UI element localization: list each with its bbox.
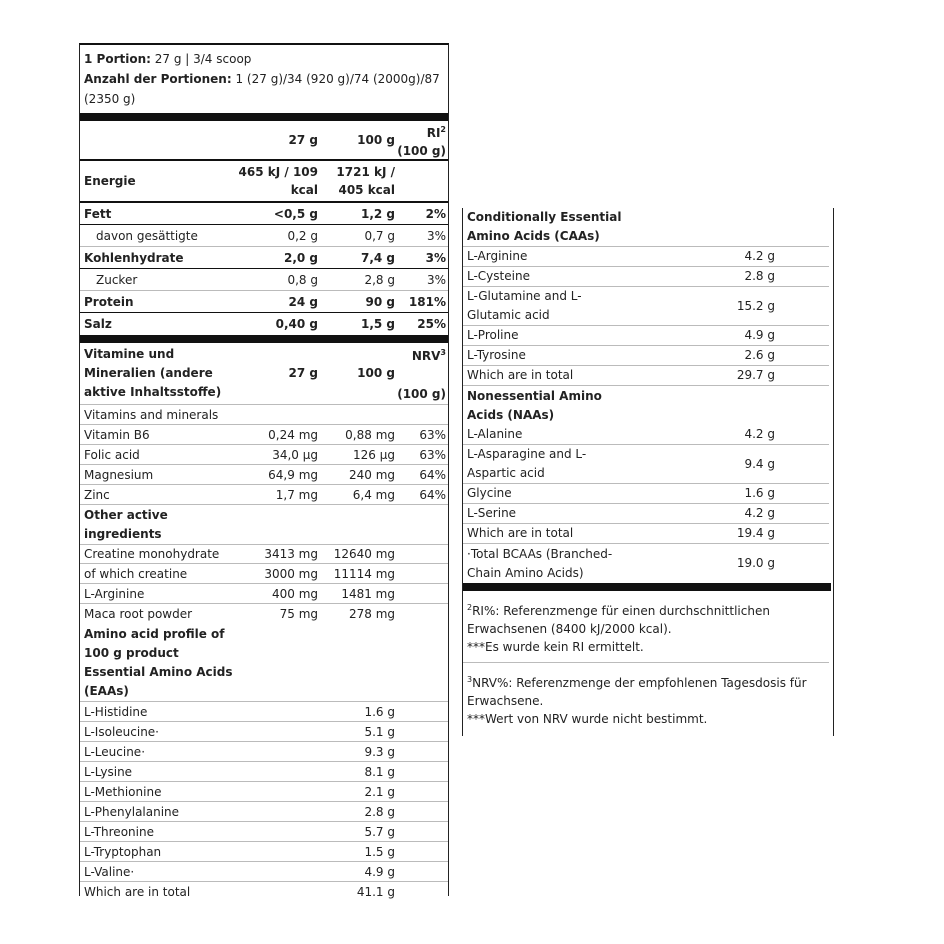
header-row-2	[80, 343, 448, 405]
caa-row-label-line1: L-Tyrosine	[467, 348, 526, 362]
eaa-label: L-Leucine·	[84, 744, 146, 759]
vitamin-27g: 0,24 mg	[268, 427, 318, 442]
nutrient-row	[80, 203, 448, 225]
eaa-value: 2.1 g	[364, 784, 395, 799]
eaa-label: L-Phenylalanine	[84, 804, 180, 819]
naa-row-label-line1: L-Serine	[467, 506, 517, 520]
portion-label: 1 Portion:	[84, 52, 151, 66]
vitamin-100g: 0,88 mg	[345, 427, 395, 442]
other-27g: 3413 mg	[264, 547, 318, 561]
other-row	[80, 584, 448, 604]
naa-row-label-line1: L-Alanine	[467, 427, 523, 441]
vitamin-label: Vitamin B6	[84, 427, 150, 442]
other-100g: 11114 mg	[333, 566, 395, 581]
naa-row	[463, 504, 829, 524]
eaa-value: 4.9 g	[364, 864, 395, 879]
energie-label: Energie	[84, 174, 136, 188]
naa-row	[463, 445, 829, 484]
naa-rows	[463, 425, 833, 583]
portion-value: 27 g | 3/4 scoop	[154, 52, 252, 66]
other-label: of which creatine	[84, 566, 188, 581]
vitamins-title: Vitamins and minerals	[84, 407, 219, 422]
caa-row-label	[467, 326, 697, 345]
col2-100g: 100 g	[357, 366, 395, 380]
naa-row	[463, 425, 829, 445]
naa-row-label	[467, 524, 697, 543]
naa-row	[463, 544, 829, 583]
naa-row-label-line2: Chain Amino Acids)	[467, 565, 584, 580]
col2-27g: 27 g	[288, 366, 318, 380]
naa-row-label-line2: Aspartic acid	[467, 466, 545, 480]
nutrient-ri: 3%	[426, 228, 446, 243]
eaa-row	[80, 702, 448, 722]
nutrient-27g: 0,8 g	[287, 272, 318, 287]
nutrient-ri: 3%	[425, 250, 446, 265]
footnote-nrv: $^3$NRV%: Referenzmenge der empfohlenen Tagesdosis für Erwachsene. ***Wert von NRV wurde nicht bestimmt.	[467, 675, 807, 726]
nutrient-label: davon gesättigte	[96, 228, 198, 243]
caa-row-label-line1: L-Cysteine	[467, 269, 530, 283]
eaa-value: 1.5 g	[364, 844, 395, 859]
vitamin-label: Zinc	[84, 487, 110, 502]
energie-row	[80, 161, 448, 203]
other-27g: 3000 mg	[264, 566, 318, 581]
nutrition-table-left	[79, 43, 449, 899]
vitamin-row	[80, 445, 448, 465]
naa-row-value: 9.4 g	[744, 456, 775, 471]
other-row	[80, 564, 448, 584]
nutrient-row	[80, 269, 448, 291]
caa-title: Conditionally Essential Amino Acids (CAAs)	[467, 210, 622, 243]
nutrient-100g: 1,2 g	[360, 206, 395, 221]
nutrient-label: Zucker	[96, 272, 138, 287]
naa-row	[463, 524, 829, 544]
nutrient-label: Fett	[84, 206, 112, 221]
nutrient-ri: 181%	[408, 294, 446, 309]
caa-row-label-line2: Glutamic acid	[467, 308, 550, 322]
naa-row-value: 1.6 g	[744, 486, 775, 500]
amino-table-right	[462, 208, 834, 736]
vitamin-100g: 6,4 mg	[352, 487, 395, 502]
nutrient-label: Kohlenhydrate	[84, 250, 184, 265]
nutrient-100g: 7,4 g	[360, 250, 395, 265]
caa-row-label	[467, 267, 697, 286]
other-row	[80, 604, 448, 624]
other-label: Creatine monohydrate	[84, 547, 220, 561]
caa-row-value: 4.2 g	[744, 249, 775, 263]
naa-row-label-line1: Glycine	[467, 486, 512, 500]
black-bar	[463, 583, 831, 591]
caa-rows	[463, 247, 833, 386]
naa-row	[463, 484, 829, 504]
col-ri: $RI^2$ (100 g)	[397, 124, 446, 158]
vitamin-label: Folic acid	[84, 447, 140, 462]
other-rows	[80, 544, 448, 624]
eaa-row	[80, 822, 448, 842]
vitamin-27g: 34,0 µg	[272, 447, 318, 462]
naa-row-label-line1: Which are in total	[467, 526, 574, 540]
nutrient-rows	[80, 203, 448, 343]
other-row	[80, 544, 448, 564]
vitamin-label: Magnesium	[84, 467, 154, 482]
vitamins-heading: Vitamine und Mineralien (andere aktive Inhaltsstoffe)	[84, 347, 222, 399]
other-27g: 75 mg	[279, 607, 318, 621]
caa-row-label	[467, 366, 697, 385]
caa-row-value: 4.9 g	[744, 328, 775, 342]
vitamin-row	[80, 465, 448, 485]
eaa-label: L-Tryptophan	[84, 844, 162, 859]
vitamin-27g: 64,9 mg	[268, 467, 318, 482]
col-100g: 100 g	[357, 133, 395, 147]
eaa-row	[80, 882, 448, 902]
eaa-value: 1.6 g	[364, 704, 395, 719]
col-27g: 27 g	[288, 133, 318, 147]
vitamin-rows	[80, 425, 448, 505]
header-row-1	[80, 121, 448, 161]
nutrient-27g: 24 g	[288, 294, 318, 309]
eaa-value: 2.8 g	[364, 804, 395, 819]
naa-row-value: 19.0 g	[736, 556, 775, 570]
nutrient-27g: 0,40 g	[275, 317, 318, 331]
eaa-label: L-Histidine	[84, 704, 148, 719]
caa-row	[463, 287, 829, 326]
nutrient-ri: 25%	[417, 317, 446, 331]
vitamin-nrv: 63%	[419, 427, 446, 442]
naa-row-value: 19.4 g	[736, 526, 775, 540]
servings-label: Anzahl der Portionen:	[84, 72, 232, 86]
vitamin-row	[80, 425, 448, 445]
eaa-value: 5.1 g	[364, 724, 395, 739]
naa-title: Nonessential Amino Acids (NAAs)	[467, 388, 602, 422]
nutrient-100g: 90 g	[365, 294, 395, 309]
other-title: Other active ingredients	[84, 507, 168, 541]
caa-row-label	[467, 247, 697, 266]
nutrient-label: Protein	[84, 294, 134, 309]
caa-row-value: 2.8 g	[744, 269, 775, 283]
naa-title-row	[463, 386, 829, 425]
vitamin-100g: 240 mg	[348, 467, 395, 482]
caa-row	[463, 346, 829, 366]
caa-row-value: 2.6 g	[744, 348, 775, 362]
naa-row-label-line1: L-Asparagine and L-	[467, 447, 587, 461]
other-title-row	[80, 505, 448, 544]
naa-row-label-line1: ·Total BCAAs (Branched-	[467, 546, 613, 561]
naa-row-value: 4.2 g	[744, 427, 775, 441]
caa-row-value: 15.2 g	[736, 298, 775, 313]
caa-row-value: 29.7 g	[736, 368, 775, 382]
naa-row-label	[467, 545, 697, 583]
nutrient-27g: 0,2 g	[287, 228, 318, 243]
nutrient-row	[80, 225, 448, 247]
caa-row	[463, 326, 829, 346]
vitamin-27g: 1,7 mg	[275, 487, 318, 502]
eaa-title-row	[80, 663, 448, 702]
caa-row-label-line1: L-Glutamine and L-	[467, 289, 582, 303]
other-label: Maca root powder	[84, 607, 193, 621]
caa-row	[463, 247, 829, 267]
eaa-label: L-Valine·	[84, 864, 135, 879]
vitamins-title-row	[80, 405, 448, 425]
caa-row-label-line1: L-Arginine	[467, 249, 528, 263]
aa-title: Amino acid profile of 100 g product	[84, 626, 225, 660]
nutrient-ri: 2%	[425, 206, 446, 221]
vitamin-100g: 126 µg	[353, 447, 395, 462]
nutrient-27g: 2,0 g	[283, 250, 318, 265]
nutrient-27g: <0,5 g	[273, 206, 318, 221]
nutrient-ri: 3%	[426, 272, 446, 287]
servings-value: 1 (27 g)/34 (920 g)/74 (2000g)/87 (2350 g)	[84, 72, 440, 106]
eaa-label: L-Isoleucine·	[84, 724, 159, 739]
naa-row-label	[467, 504, 697, 523]
eaa-rows	[80, 702, 448, 902]
portion-info	[80, 45, 448, 121]
eaa-label: L-Threonine	[84, 824, 154, 839]
footnote-ri: $^2$RI%: Referenzmenge für einen durchschnittlichen Erwachsenen (8400 kJ/2000 kcal). ***Es wurde kein RI ermittelt.	[463, 591, 829, 663]
other-100g: 12640 mg	[333, 547, 395, 561]
vitamin-nrv: 64%	[419, 487, 446, 502]
caa-row	[463, 267, 829, 287]
eaa-row	[80, 742, 448, 762]
naa-row-label	[467, 425, 697, 444]
eaa-row	[80, 722, 448, 742]
col-nrv: NRV$^3$ (100 g)	[397, 348, 446, 401]
nutrient-100g: 0,7 g	[364, 228, 395, 243]
eaa-row	[80, 802, 448, 822]
eaa-label: L-Lysine	[84, 764, 133, 779]
eaa-row	[80, 762, 448, 782]
energie-100g: 1721 kJ / 405 kcal	[336, 165, 395, 197]
nutrient-100g: 2,8 g	[364, 272, 395, 287]
eaa-value: 41.1 g	[356, 885, 395, 899]
nutrient-100g: 1,5 g	[360, 317, 395, 331]
other-100g: 1481 mg	[341, 586, 395, 601]
naa-row-label	[467, 484, 697, 503]
vitamin-nrv: 63%	[419, 447, 446, 462]
naa-row-label	[467, 445, 697, 483]
caa-row-label-line1: Which are in total	[467, 368, 574, 382]
eaa-value: 8.1 g	[364, 764, 395, 779]
caa-row-label-line1: L-Proline	[467, 328, 519, 342]
aa-title-row	[80, 624, 448, 663]
naa-row-value: 4.2 g	[744, 506, 775, 520]
vitamin-nrv: 64%	[419, 467, 446, 482]
eaa-label: L-Methionine	[84, 784, 162, 799]
energie-27g: 465 kJ / 109 kcal	[238, 165, 318, 197]
vitamin-row	[80, 485, 448, 505]
caa-row-label	[467, 287, 697, 325]
nutrient-row	[80, 291, 448, 313]
caa-row	[463, 366, 829, 386]
eaa-row	[80, 782, 448, 802]
other-label: L-Arginine	[84, 586, 145, 601]
eaa-value: 5.7 g	[364, 824, 395, 839]
caa-row-label	[467, 346, 697, 365]
eaa-row	[80, 842, 448, 862]
nutrient-row	[80, 247, 448, 269]
other-100g: 278 mg	[348, 607, 395, 621]
caa-title-row	[463, 208, 829, 247]
nutrient-label: Salz	[84, 317, 112, 331]
other-27g: 400 mg	[271, 586, 318, 601]
nutrient-row	[80, 313, 448, 343]
eaa-value: 9.3 g	[364, 744, 395, 759]
eaa-label: Which are in total	[84, 885, 191, 899]
eaa-title: Essential Amino Acids (EAAs)	[84, 665, 233, 698]
eaa-row	[80, 862, 448, 882]
